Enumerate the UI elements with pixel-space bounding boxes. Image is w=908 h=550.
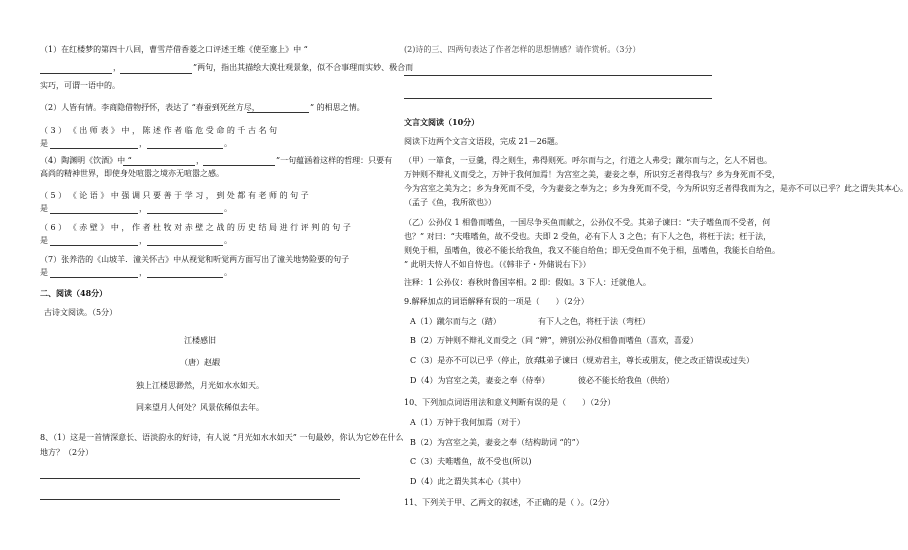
q1-comma: ， [113, 63, 121, 72]
q9-option-c2: 其弟子谏曰（规劝君主，尊长或朋友，使之改正错误或过失） [538, 356, 754, 365]
q6-blank2[interactable] [147, 245, 223, 246]
q8-answer-line-2[interactable] [40, 499, 340, 500]
q4-line2: 高尚的精神世界，即使身处喧嚣之境亦无喧嚣之感。 [40, 169, 224, 178]
jia-line: （甲）一箪食，一豆羹，得之则生，弗得则死。呼尔而与之，行道之人弗受；蹴尔而与之，乞人不屑也。 [404, 156, 772, 165]
q3-comma: ， [139, 139, 147, 148]
q7-shi: 是 [40, 268, 48, 277]
q6-line1: （ 6 ） 《 赤 壁 》 中 ， 作 者 杜 牧 对 赤 壁 之 战 的 历 史 结 局 进 行 评 判 的 句 子 [40, 223, 351, 232]
q10-option-d[interactable]: D（4）此之谓失其本心（其中） [410, 477, 526, 486]
q2-line1: （2）人皆有情。李商隐借物抒怀，表达了 “春蚕到死丝方尽， [40, 103, 260, 112]
classical-heading: 文言文阅读（10分） [404, 117, 480, 127]
q3-line1: （ 3 ） 《 出 师 表 》 中 ， 陈 述 作 者 临 危 受 命 的 千 古 名 句 [40, 126, 278, 135]
classical-instruction: 阅读下边两个文言文语段，完成 21－26题。 [404, 137, 563, 146]
q1-line2: ”两句，指出其描绘大漠壮观景象，似不合事理而实妙、极合而 [193, 63, 414, 72]
yi-line: 也？” 对曰：“夫唯嗜鱼，故不受也。夫即 2 受鱼，必有下人 3 之色；有下人之色，将枉于法；枉于法， [404, 232, 772, 241]
poem-line-1: 独上江楼思渺然，月光如水水如天。 [136, 381, 264, 390]
q3-shi: 是 [40, 139, 48, 148]
q9-option-a2: 有下人之色，将枉于法（弯枉） [538, 317, 650, 326]
q3-blank2[interactable] [147, 148, 223, 149]
yi-line: （乙）公孙仪 1 相鲁而嗜鱼，一国尽争买鱼而献之，公孙仪不受。其弟子谏曰：“夫子嗜鱼而不受者，何 [404, 218, 771, 227]
jia-source: （孟子《鱼，我所欲也》） [404, 198, 496, 207]
q5-comma: ， [139, 204, 147, 213]
section2-heading: 二、阅读（48分） [40, 288, 108, 298]
q10-stem: 10、下列加点词语用法和意义判断有误的是（ ）（2分） [404, 398, 616, 407]
q5-blank1[interactable] [50, 213, 138, 214]
q8-line1: 8、（1）这是一首情深意长、语淡韵永的好诗，有人说 “月光如水水如天” 一句最妙，你认为它妙在什么 [40, 433, 404, 442]
q4-blank2[interactable] [203, 165, 275, 166]
q7-line1: （7）张养浩的《山坡羊．潼关怀古》中从视觉和听觉两方面写出了潼关地势险要的句子 [40, 255, 350, 264]
annotation-notes: 注释：1 公孙仪：春秋时鲁国宰相。2 即：假如。3 下人：迁就他人。 [404, 278, 651, 287]
q9-option-c1[interactable]: C（3）是亦不可以已乎（停止，放弃） [410, 356, 550, 365]
q8-part2: (2)诗的三、四两句表达了作者怎样的思想情感？请作赏析。（3分） [404, 45, 641, 54]
poem-intro: 古诗文阅读。（5分） [44, 308, 118, 317]
q8b-answer-line-1[interactable] [404, 75, 712, 76]
poem-line-2: 同来望月人何处？风景依稀似去年。 [136, 403, 264, 412]
q6-comma: ， [139, 236, 147, 245]
q7-period: 。 [224, 268, 232, 277]
q2-line1-end: ” 的相思之情。 [310, 103, 365, 112]
q5-period: 。 [224, 204, 232, 213]
q1-blank2[interactable] [120, 73, 192, 74]
q6-shi: 是 [40, 236, 48, 245]
jia-line: 万钟则不辩礼义而受之，万钟于我何加焉！为宫室之美，妻妾之奉，所识穷乏者得我与？乡为身死而不受， [404, 170, 780, 179]
q9-option-d1[interactable]: D（4）为宫室之美，妻妾之奉（侍奉） [410, 376, 550, 385]
q9-stem: 9.解释加点的词语解释有误的一项是（ ）（2分） [404, 297, 589, 306]
q6-period: 。 [224, 236, 232, 245]
poem-author: （唐）赵嘏 [180, 358, 220, 367]
q3-blank1[interactable] [50, 148, 138, 149]
q9-option-b2: 公孙仪相鲁而嗜鱼（喜欢，喜爱） [578, 336, 698, 345]
q3-period: 。 [224, 139, 232, 148]
yi-line: ” 此明夫恃人不如自恃也。（《韩非子・外储说右下》） [404, 260, 591, 269]
q7-comma: ， [139, 268, 147, 277]
q4-comma: ， [196, 156, 204, 165]
q10-option-a[interactable]: A（1）万钟于我何加焉（对于） [410, 418, 525, 427]
q9-option-d2: 彼必不能长给我鱼（供给） [578, 376, 674, 385]
yi-line: 则免于相，虽嗜鱼，彼必不能长给我鱼，我又不能自给鱼；即无受鱼而不免于相，虽嗜鱼，我能长自给鱼。 [404, 246, 780, 255]
q8-answer-line-1[interactable] [40, 478, 360, 479]
q4-blank1[interactable] [123, 165, 195, 166]
q6-blank1[interactable] [50, 245, 138, 246]
q9-option-a1[interactable]: A（1）蹴尔而与之（踏） [410, 317, 501, 326]
q7-blank2[interactable] [147, 277, 223, 278]
q5-shi: 是 [40, 204, 48, 213]
q8-line2: 地方？（2分） [40, 448, 94, 457]
q4-line1c: ”一句蕴涵着这样的哲理：只要有 [276, 156, 393, 165]
q2-blank[interactable] [247, 112, 309, 113]
q5-line1: （ 5 ） 《 论 语 》 中 强 调 只 要 善 于 学 习 ， 到 处 都 有 老 师 的 句 子 [40, 191, 309, 200]
q9-option-b1[interactable]: B（2）万钟则不辩礼义而受之（同 “辨”，辨别） [410, 336, 584, 345]
q8b-answer-line-2[interactable] [404, 98, 712, 99]
q4-line1a: （4）陶渊明《饮酒》中 “ [40, 156, 132, 165]
q11-stem: 11、下列关于甲、乙两文的叙述，不正确的是（ ）。（2分） [404, 498, 614, 507]
jia-line: 今为宫室之美为之；乡为身死而不受，今为妻妾之奉为之；乡为身死而不受，今为所识穷乏者得我而为之，是亦不可以已乎？此之谓失其本心。 [404, 184, 908, 193]
q10-option-c[interactable]: C（3）夫唯嗜鱼，故不受也(所以) [410, 457, 532, 466]
q1-blank1[interactable] [40, 73, 112, 74]
poem-title: 江楼感旧 [184, 336, 216, 345]
q1-line3: 实巧，可谓一语中的。 [40, 81, 120, 90]
q10-option-b[interactable]: B（2）为宫室之美，妻妾之奉（结构助词 “的”） [410, 438, 584, 447]
q1-line1: （1）在红楼梦的第四十八回，曹雪芹借香菱之口评述王维《使至塞上》中 “ [40, 45, 308, 54]
q5-blank2[interactable] [147, 213, 223, 214]
q7-blank1[interactable] [50, 277, 138, 278]
